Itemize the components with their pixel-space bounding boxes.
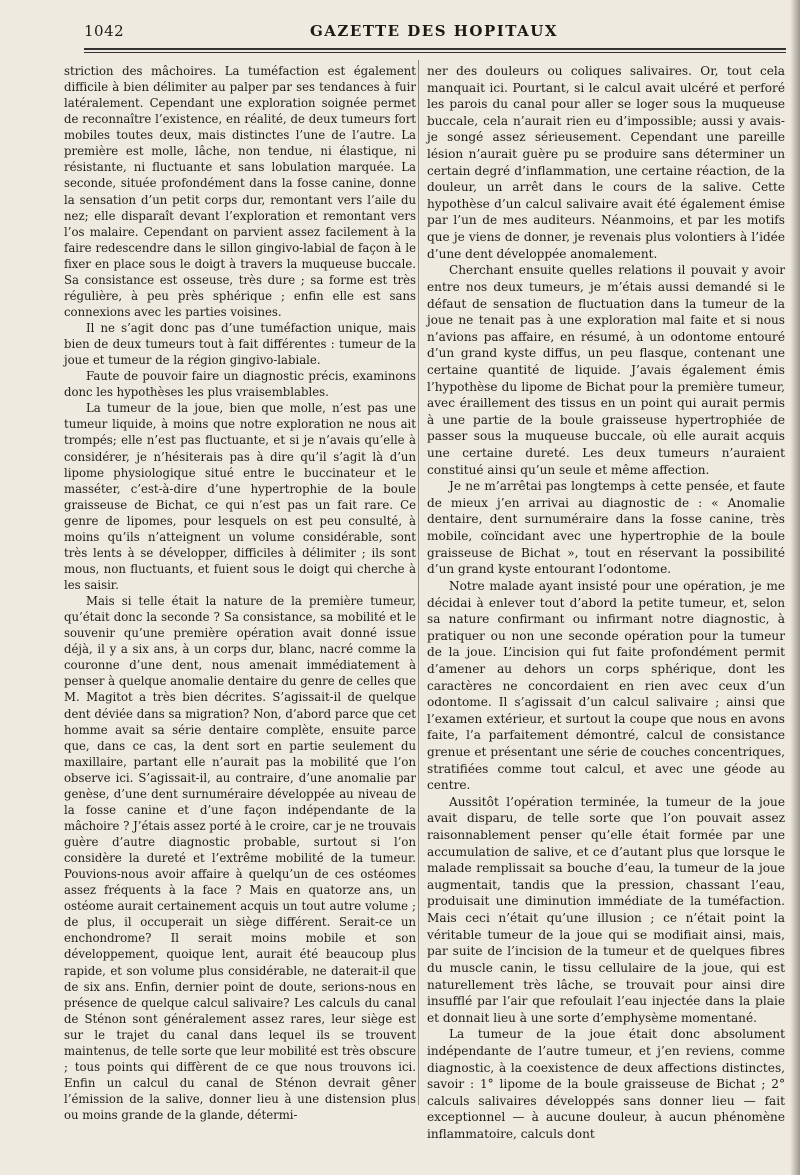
paragraph: Il ne s’agit donc pas d’une tuméfaction unique, mais bien de deux tumeurs tout à fait différentes : tumeur de la joue et tumeur de la région gingivo-labiale. xyxy=(64,321,416,368)
page-header xyxy=(84,22,784,44)
paragraph: Faute de pouvoir faire un diagnostic précis, examinons donc les hypothèses les plus vraisemblables. xyxy=(64,369,416,400)
column-divider xyxy=(418,60,419,1105)
page-number: 1042 xyxy=(84,22,125,40)
paragraph: striction des mâchoires. La tuméfaction est également difficile à bien délimiter au palper par ses tendances à fuir latéralement. Cependant une exploration soignée permet de reconnaître l’existence, en réalité, de deux tumeurs fort mobiles toutes deux, mais distinctes l’une de l’autre. La première est molle, lâche, non tendue, ni élastique, ni résistante, ni fluctuante et sans lobulation marquée. La seconde, située profondément dans la fosse canine, donne la sensation d’un petit corps dur, remontant vers l’aile du nez; elle disparaît devant l’exploration et remontant vers l’os malaire. Cependant on parvient assez facilement à la faire redescendre dans le sillon gingivo-labial de façon à le fixer en place sous le doigt à travers la muqueuse buccale. Sa consistance est osseuse, très dure ; sa forme est très régulière, à peu près sphérique ; enfin elle est sans connexions avec les parties voisines. xyxy=(64,64,416,319)
paragraph: La tumeur de la joue était donc absolument indépendante de l’autre tumeur, et j’en reviens, comme diagnostic, à la coexistence de deux affections distinctes, savoir : 1° lipome de la boule graisseuse de Bichat ; 2° calculs salivaires développés sans donner lieu — fait exceptionnel — à aucune douleur, à aucun phénomène inflammatoire, calculs dont xyxy=(427,1027,785,1141)
page-edge-shadow xyxy=(790,0,800,1175)
header-rule xyxy=(84,48,786,53)
paragraph: Je ne m’arrêtai pas longtemps à cette pensée, et faute de mieux j’en arrivai au diagnostic de : « Anomalie dentaire, dent surnuméraire dans la fosse canine, très mobile, coïncidant avec une hypertrophie de la boule graisseuse de Bichat », tout en réservant la possibilité d’un grand kyste entourant l’odontome. xyxy=(427,479,785,577)
left-column xyxy=(64,63,416,1123)
paragraph: La tumeur de la joue, bien que molle, n’est pas une tumeur liquide, à moins que notre exploration ne nous ait trompés; elle n’est pas fluctuante, et si je n’avais qu’elle à considérer, je n’hésiterais pas à dire qu’il s’agit là d’un lipome physiologique situé entre le buccinateur et le masséter, c’est-à-dire d’une hypertrophie de la boule graisseuse de Bichat, ce qui n’est pas un fait rare. Ce genre de lipomes, pour lesquels on est peu consulté, à moins qu’ils n’atteignent un volume considérable, sont très lents à se développer, difficiles à délimiter ; ils sont mous, non fluctuants, et fuient sous le doigt qui cherche à les saisir. xyxy=(64,401,416,592)
paragraph: Aussitôt l’opération terminée, la tumeur de la joue avait disparu, de telle sorte que l’on pouvait assez raisonnablement penser qu’elle était formée par une accumulation de salive, et ce d’autant plus que lorsque le malade remplissait sa bouche d’eau, la tumeur de la joue augmentait, tandis que la pression, chassant l’eau, produisait une diminution immédiate de la tuméfaction. Mais ceci n’était qu’une illusion ; ce n’était point la véritable tumeur de la joue qui se modifiait ainsi, mais, par suite de l’incision de la tumeur et de quelques fibres du muscle canin, le tissu cellulaire de la joue, qui est naturellement très lâche, se trouvait pour ainsi dire insufflé par l’air que refoulait l’eau injectée dans la plaie et donnait lieu à une sorte d’emphysème momentané. xyxy=(427,794,785,1025)
paragraph: Notre malade ayant insisté pour une opération, je me décidai à enlever tout d’abord la petite tumeur, et, selon sa nature confirmant ou infirmant notre diagnostic, à pratiquer ou non une seconde opération pour la tumeur de la joue. L’incision qui fut faite profondément permit d’amener au dehors un corps sphérique, dont les caractères ne concordaient en rien avec ceux d’un odontome. Il s’agissait d’un calcul salivaire ; ainsi que l’examen extérieur, et surtout la coupe que nous en avons faite, l’a parfaitement démontré, calcul de consistance grenue et présentant une série de couches concentriques, stratifiées comme tout calcul, et avec une géode au centre. xyxy=(427,578,785,793)
journal-title: GAZETTE DES HOPITAUX xyxy=(309,22,558,40)
paragraph: Mais si telle était la nature de la première tumeur, qu’était donc la seconde ? Sa consistance, sa mobilité et le souvenir qu’une première opération avait donné issue déjà, il y a six ans, à un corps dur, blanc, nacré comme la couronne d’une dent, nous amenait immédiatement à penser à quelque anomalie dentaire du genre de celles que M. Magitot a très bien décrites. S’agissait-il de quelque dent déviée dans sa migration? Non, d’abord parce que cet homme avait sa série dentaire complète, ensuite parce que, dans ce cas, la dent sort en partie seulement du maxillaire, partant elle n’aurait pas la mobilité que l’on observe ici. S’agissait-il, au contraire, d’une anomalie par genèse, d’une dent surnuméraire développée au niveau de la fosse canine et d’une façon indépendante de la mâchoire ? J’étais assez porté à le croire, car je ne trouvais guère d’autre diagnostic probable, surtout si l’on considère la dureté et l’extrême mobilité de la tumeur. Pouvions-nous avoir affaire à quelqu’un de ces ostéomes assez fréquents à la face ? Mais en quatorze ans, un ostéome aurait certainement acquis un tout autre volume ; de plus, il occuperait un siège différent. Serait-ce un enchondrome? Il serait moins mobile et son développement, quoique lent, aurait été beaucoup plus rapide, et son volume plus considérable, ne daterait-il que de six ans. Enfin, dernier point de doute, serions-nous en présence de quelque calcul salivaire? Les calculs du canal de Sténon sont généralement assez rares, leur siège est sur le trajet du canal dans lequel ils se trouvent maintenus, de telle sorte que leur mobilité est très obscure ; tous points qui diffèrent de ce que nous trouvons ici. Enfin un calcul du canal de Sténon devrait gêner l’émission de la salive, donner lieu à une distension plus ou moins grande de la glande, détermi- xyxy=(64,594,416,1123)
right-column xyxy=(427,63,785,1143)
paragraph: ner des douleurs ou coliques salivaires. Or, tout cela manquait ici. Pourtant, si le calcul avait ulcéré et perforé les parois du canal pour aller se loger sous la muqueuse buccale, cela n’aurait rien eu d’impossible; aussi y avais-je songé assez sérieusement. Cependant une pareille lésion n’aurait guère pu se produire sans déterminer un certain degré d’inflammation, une certaine réaction, de la douleur, un arrêt dans le cours de la salive. Cette hypothèse d’un calcul salivaire avait été également émise par l’un de mes auditeurs. Néanmoins, et par les motifs que je viens de donner, je revenais plus volontiers à l’idée d’une dent développée anomalement. xyxy=(427,64,785,261)
paragraph: Cherchant ensuite quelles relations il pouvait y avoir entre nos deux tumeurs, je m’étais aussi demandé si le défaut de sensation de fluctuation dans la tumeur de la joue ne tenait pas à une exploration mal faite et si nous n’avions pas affaire, en résumé, à un odontome entouré d’un grand kyste diffus, un peu flasque, contenant une certaine quantité de liquide. J’avais également émis l’hypothèse du lipome de Bichat pour la première tumeur, avec éraillement des tissus en un point qui aurait permis à une partie de la boule graisseuse hypertrophiée de passer sous la muqueuse buccale, où elle aurait acquis une certaine dureté. Les deux tumeurs n’auraient constitué ainsi qu’un seule et même affection. xyxy=(427,263,785,477)
